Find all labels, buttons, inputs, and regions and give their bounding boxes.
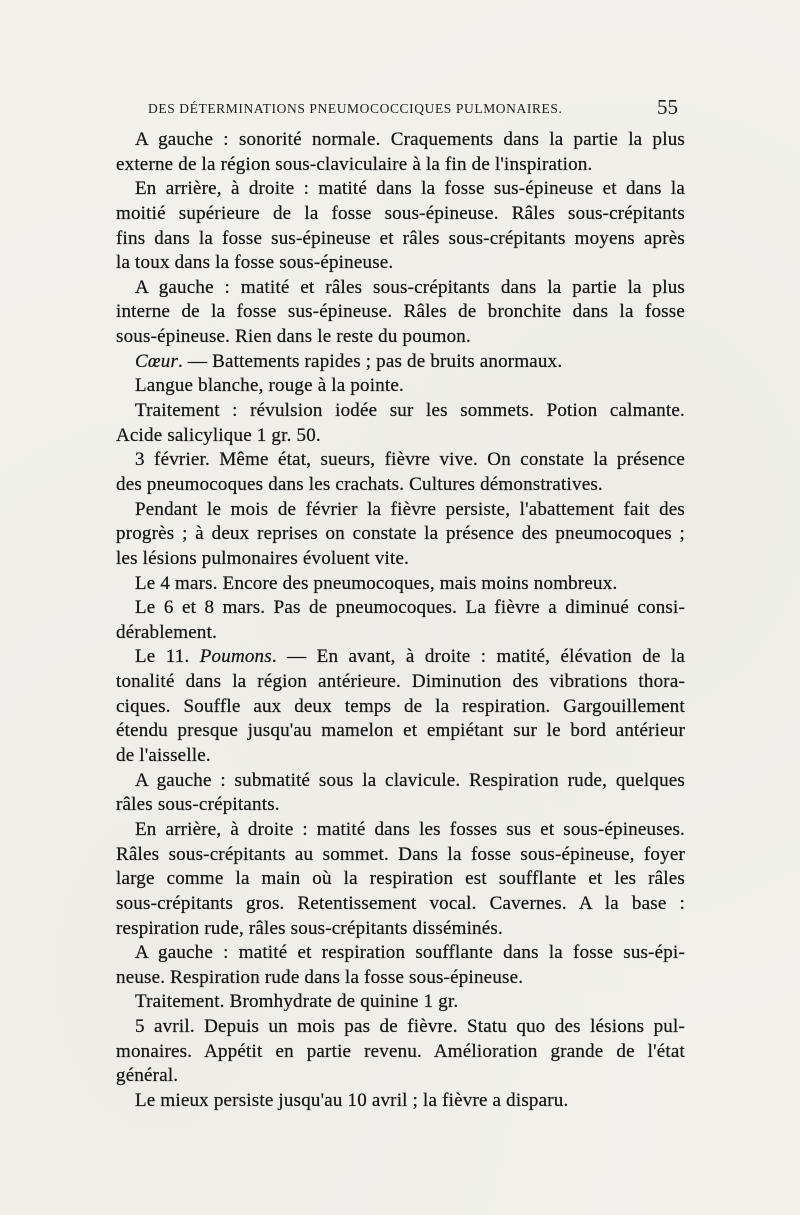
- text-line: A gauche : matité et respiration soufflante dans la fosse sus-épi-: [135, 942, 685, 964]
- text-line: sous-crépitants gros. Retentissement vocal. Cavernes. A la base :: [116, 892, 685, 914]
- paragraph: [116, 374, 685, 399]
- text-line: râles sous-crépitants.: [116, 794, 280, 816]
- text-line: fins dans la fosse sus-épineuse et râles sous-crépitants moyens après: [116, 227, 685, 249]
- text-line: dérablement.: [116, 621, 218, 643]
- text-line: En arrière, à droite : matité dans la fosse sus-épineuse et dans la: [135, 178, 685, 200]
- paragraph: [116, 128, 685, 177]
- text-line: moitié supérieure de la fosse sous-épineuse. Râles sous-crépitants: [116, 202, 685, 224]
- text-line: Traitement : révulsion iodée sur les sommets. Potion calmante.: [135, 400, 685, 422]
- paragraph: [116, 276, 685, 350]
- text-line: Le 6 et 8 mars. Pas de pneumocoques. La fièvre a diminué consi-: [135, 597, 685, 619]
- text-line: A gauche : submatité sous la clavicule. Respiration rude, quelques: [135, 769, 685, 791]
- date-lead: Le 11.: [135, 646, 200, 668]
- paragraph: [116, 1015, 685, 1089]
- paragraph: [116, 596, 685, 645]
- running-head: DES DÉTERMINATIONS PNEUMOCOCCIQUES PULMONAIRES.: [148, 101, 563, 116]
- text-line: En arrière, à droite : matité dans les fosses sus et sous-épineuses.: [135, 818, 685, 840]
- text-line: A gauche : sonorité normale. Craquements dans la partie la plus: [135, 129, 685, 150]
- text-line: Acide salicylique 1 gr. 50.: [116, 424, 321, 446]
- paragraph: [116, 448, 685, 497]
- text-line: monaires. Appétit en partie revenu. Amélioration grande de l'état: [116, 1040, 685, 1062]
- paragraph: [116, 645, 685, 768]
- text-line: respiration rude, râles sous-crépitants disséminés.: [116, 917, 503, 939]
- line-text: . — Battements rapides ; pas de bruits anormaux.: [178, 350, 563, 372]
- text-line: Pendant le mois de février la fièvre persiste, l'abattement fait des: [135, 498, 685, 520]
- text-line: Langue blanche, rouge à la pointe.: [135, 375, 404, 397]
- section-label: Cœur: [135, 350, 179, 372]
- text-line: interne de la fosse sus-épineuse. Râles de bronchite dans la fosse: [116, 301, 685, 323]
- text-line: des pneumocoques dans les crachats. Cultures démonstratives.: [116, 473, 603, 495]
- paragraph: [116, 350, 685, 375]
- section-label: Poumons: [199, 646, 272, 668]
- page-number: 55: [657, 95, 678, 119]
- paragraph: [116, 177, 685, 276]
- text-line: sous-épineuse. Rien dans le reste du poumon.: [116, 326, 471, 348]
- paragraph: [116, 1089, 685, 1114]
- paragraph: [116, 990, 685, 1015]
- text-line: la toux dans la fosse sous-épineuse.: [116, 252, 394, 274]
- text-line: A gauche : matité et râles sous-crépitants dans la partie la plus: [135, 276, 685, 298]
- paragraph: [116, 769, 685, 818]
- text-line: général.: [116, 1065, 179, 1087]
- paragraph: [116, 572, 685, 597]
- paragraph: [116, 498, 685, 572]
- text-line: Le 4 mars. Encore des pneumocoques, mais moins nombreux.: [135, 572, 618, 594]
- text-line: [116, 645, 685, 670]
- text-line: Râles sous-crépitants au sommet. Dans la fosse sous-épineuse, foyer: [116, 843, 685, 865]
- text-line: 3 février. Même état, sueurs, fièvre vive. On constate la présence: [135, 449, 685, 471]
- text-line: étendu presque jusqu'au mamelon et empiétant sur le bord antérieur: [116, 720, 685, 742]
- text-line: Traitement. Bromhydrate de quinine 1 gr.: [135, 991, 459, 1013]
- line-text: . — En avant, à droite : matité, élévation de la: [271, 646, 685, 668]
- text-line: progrès ; à deux reprises on constate la présence des pneumocoques ;: [116, 523, 685, 545]
- text-line: les lésions pulmonaires évoluent vite.: [116, 547, 410, 569]
- text-line: Le mieux persiste jusqu'au 10 avril ; la fièvre a disparu.: [135, 1089, 569, 1111]
- text-line: [116, 350, 685, 375]
- text-line: neuse. Respiration rude dans la fosse sous-épineuse.: [116, 966, 524, 988]
- text-line: tonalité dans la région antérieure. Diminution des vibrations thora-: [116, 671, 685, 693]
- body-text: [116, 128, 685, 1114]
- text-line: externe de la région sous-claviculaire à la fin de l'inspiration.: [116, 153, 593, 175]
- text-line: large comme la main où la respiration est soufflante et les râles: [116, 868, 685, 890]
- paragraph: [116, 399, 685, 448]
- text-line: 5 avril. Depuis un mois pas de fièvre. Statu quo des lésions pul-: [135, 1016, 685, 1038]
- paragraph: [116, 818, 685, 941]
- text-line: de l'aisselle.: [116, 745, 211, 767]
- paragraph: [116, 941, 685, 990]
- text-line: ciques. Souffle aux deux temps de la respiration. Gargouillement: [116, 695, 685, 717]
